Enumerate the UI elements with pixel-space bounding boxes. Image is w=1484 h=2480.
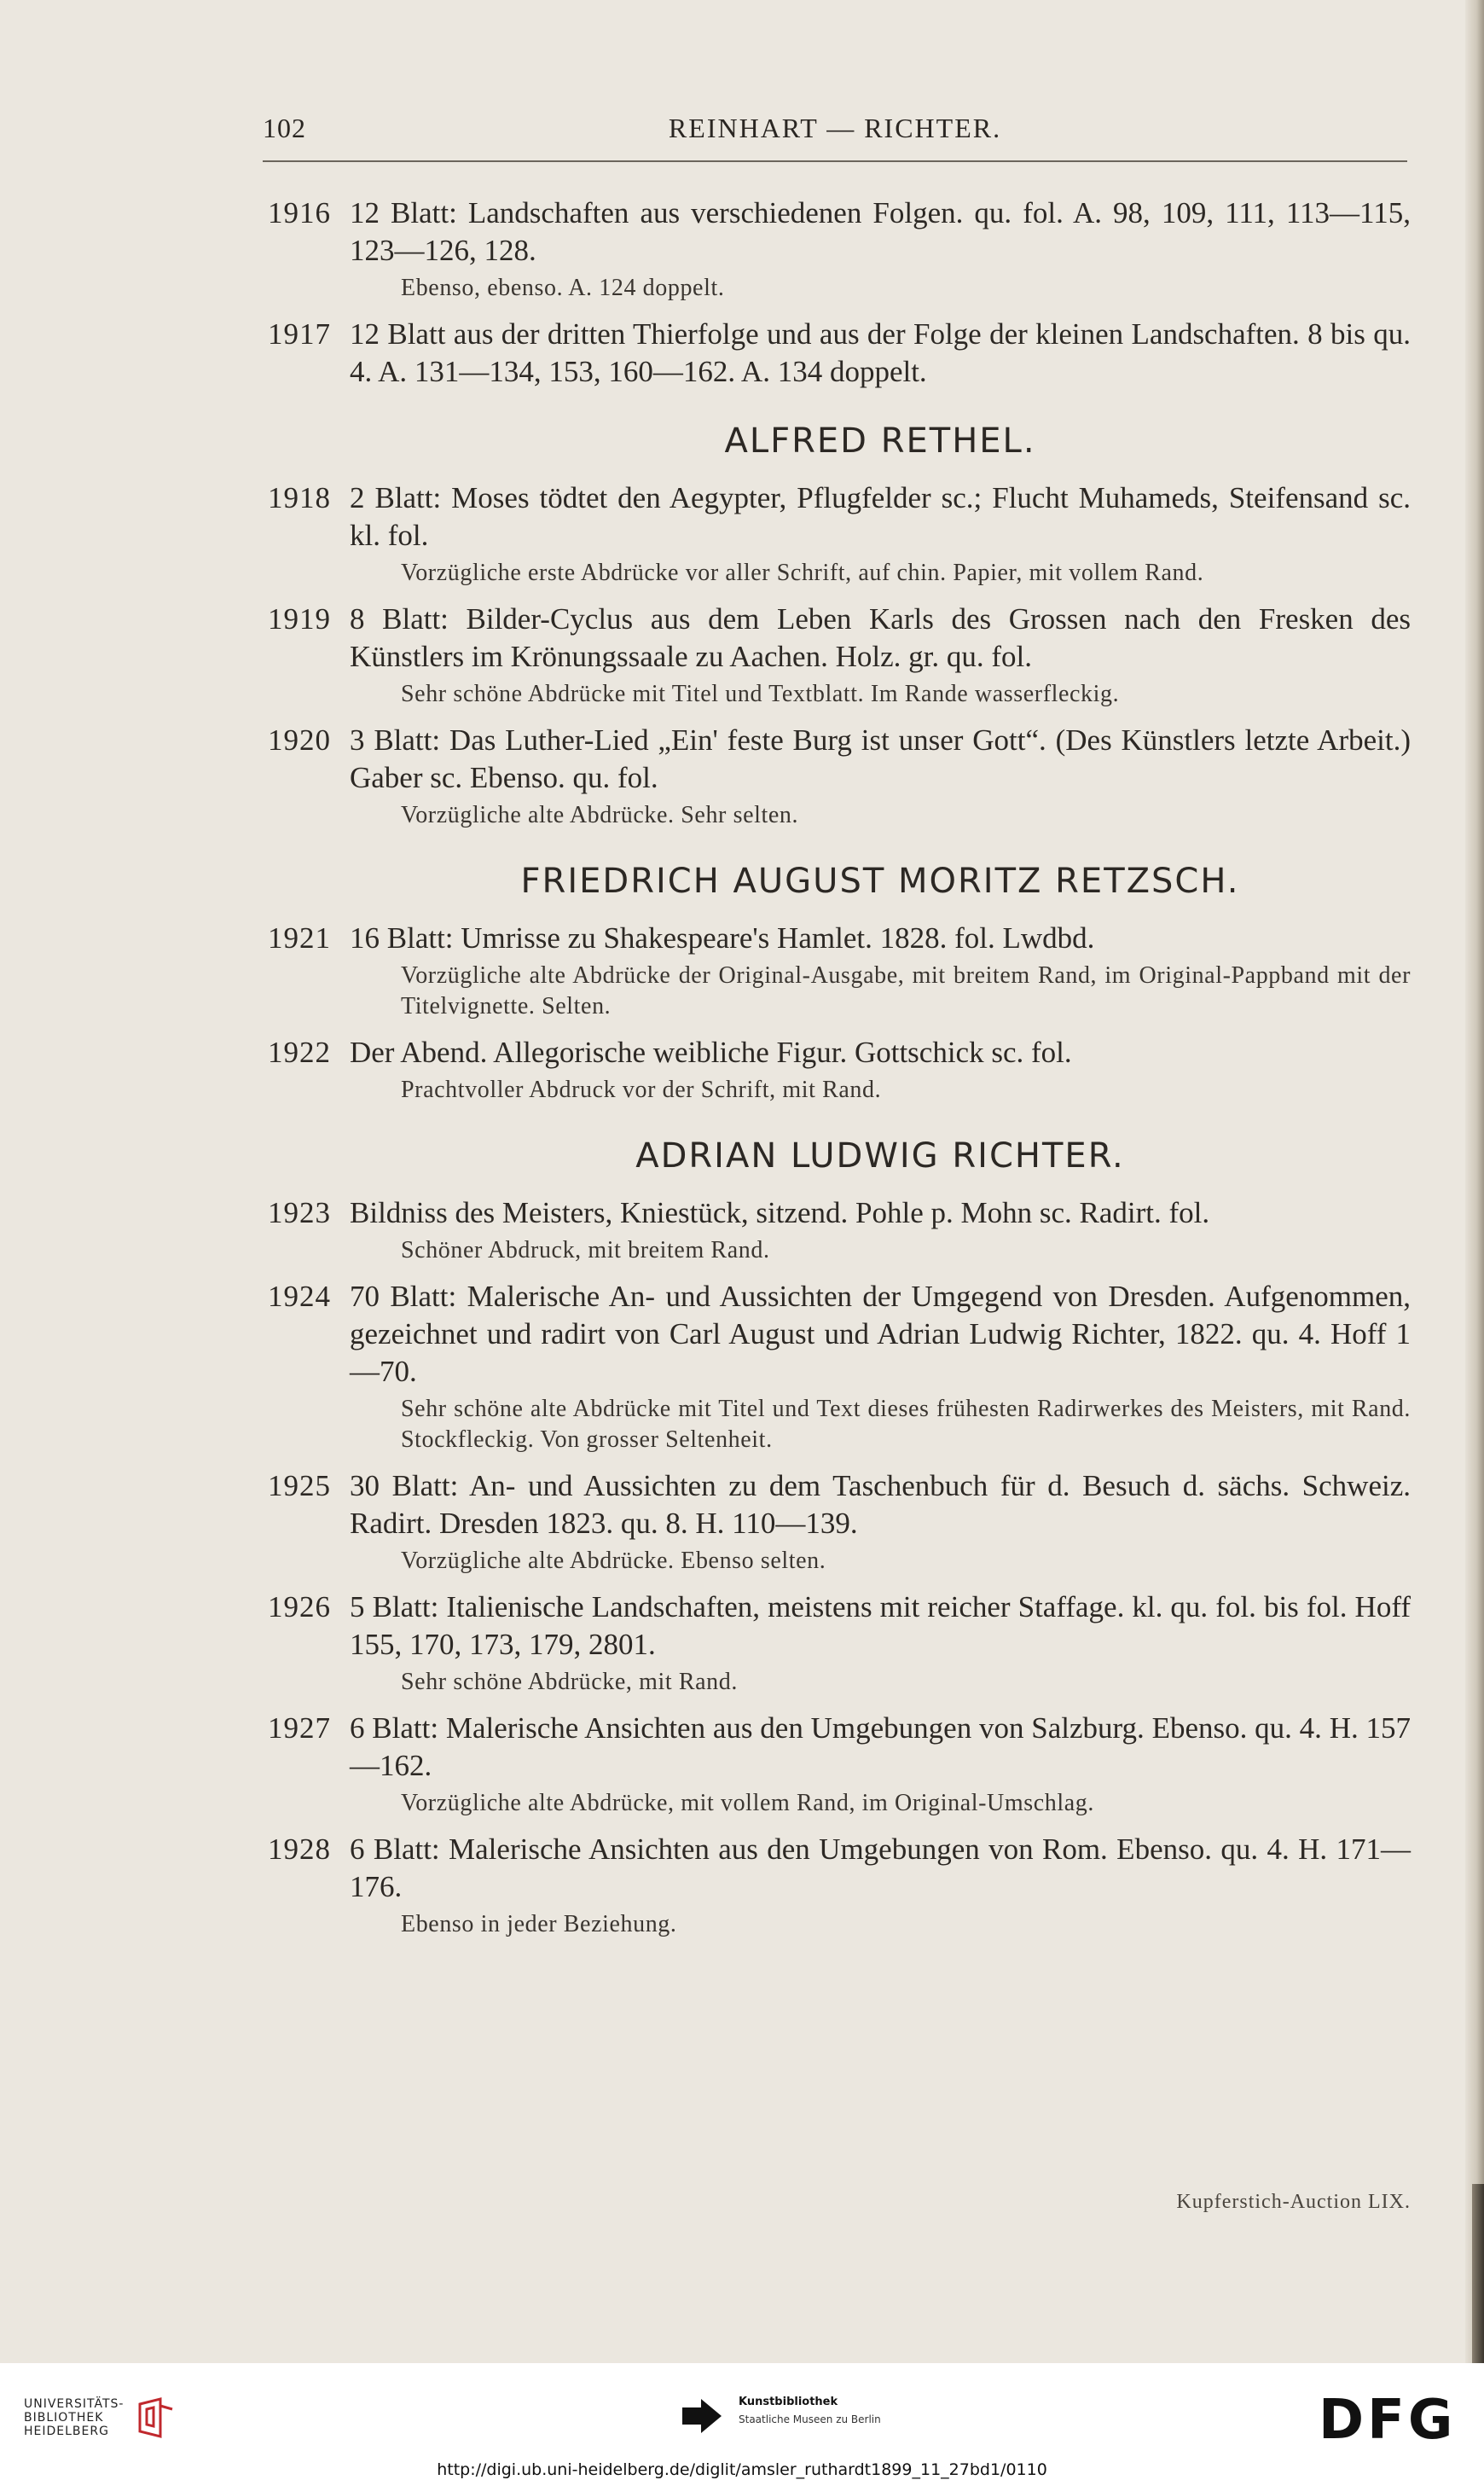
entry-text: 2 Blatt: Moses tödtet den Aegypter, Pflugfelder sc.; Flucht Muhameds, Steifensand sc. kl. fol.	[350, 481, 1411, 552]
entry-description	[268, 1194, 1411, 1232]
page-edge-dark	[1472, 2184, 1484, 2363]
lot-number: 1926	[268, 1590, 331, 1623]
uni-line-1: UNIVERSITÄTS-	[24, 2397, 125, 2411]
page-edge-shadow	[1465, 0, 1484, 2363]
entry-description	[268, 479, 1411, 555]
entry-text: 5 Blatt: Italienische Landschaften, meistens mit reicher Staffage. kl. qu. fol. bis fol. Hoff 155, 170, 173, 179, 2801.	[350, 1590, 1411, 1661]
kunstbibliothek-logo[interactable]	[682, 2396, 904, 2447]
entry-description	[268, 601, 1411, 676]
running-head: REINHART — RICHTER.	[668, 113, 1002, 143]
lot-number: 1917	[268, 317, 331, 351]
condition-note: Sehr schöne Abdrücke mit Titel und Textblatt. Im Rande wasserfleckig.	[401, 681, 1120, 707]
university-library-logo[interactable]	[24, 2397, 186, 2448]
page-header	[263, 113, 1407, 154]
catalog-entry	[268, 1710, 1411, 1819]
kunstbibliothek-title: Kunstbibliothek	[739, 2396, 838, 2408]
uni-line-2: BIBLIOTHEK	[24, 2411, 104, 2425]
artist-heading: ADRIAN LUDWIG RICHTER.	[635, 1136, 1125, 1176]
catalog-entry	[268, 920, 1411, 1022]
condition-note: Schöner Abdruck, mit breitem Rand.	[401, 1237, 770, 1263]
entry-description	[268, 1278, 1411, 1391]
condition-note: Vorzügliche erste Abdrücke vor aller Schrift, auf chin. Papier, mit vollem Rand.	[401, 560, 1204, 586]
lot-number: 1920	[268, 723, 331, 757]
entry-description	[268, 1831, 1411, 1906]
source-url[interactable]: http://digi.ub.uni-heidelberg.de/diglit/amsler_ruthardt1899_11_27bd1/0110	[437, 2460, 1047, 2479]
lot-number: 1919	[268, 602, 331, 636]
entry-text: 6 Blatt: Malerische Ansichten aus den Umgebungen von Rom. Ebenso. qu. 4. H. 171—176.	[350, 1832, 1411, 1903]
header-rule	[263, 160, 1407, 162]
university-emblem-icon	[135, 2397, 177, 2440]
entry-text: Der Abend. Allegorische weibliche Figur. Gottschick sc. fol.	[350, 1036, 1072, 1069]
entry-text: 6 Blatt: Malerische Ansichten aus den Umgebungen von Salzburg. Ebenso. qu. 4. H. 157—162.	[350, 1711, 1411, 1782]
catalog-entry	[268, 1467, 1411, 1577]
dfg-logo[interactable]: DFG	[1319, 2389, 1457, 2452]
condition-note: Vorzügliche alte Abdrücke der Original-Ausgabe, mit breitem Rand, im Original-Pappband mit der Titelvignette. Selten.	[401, 962, 1411, 1019]
entry-description	[268, 1588, 1411, 1664]
condition-note: Ebenso, ebenso. A. 124 doppelt.	[401, 275, 725, 301]
catalog-entry	[268, 195, 1411, 304]
catalog-entry	[268, 601, 1411, 710]
entry-text: 30 Blatt: An- und Aussichten zu dem Taschenbuch für d. Besuch d. sächs. Schweiz. Radirt. Dresden 1823. qu. 8. H. 110—139.	[350, 1469, 1411, 1540]
entry-description	[268, 920, 1411, 957]
lot-number: 1923	[268, 1196, 331, 1229]
condition-note: Sehr schöne Abdrücke, mit Rand.	[401, 1669, 738, 1695]
condition-note: Vorzügliche alte Abdrücke, mit vollem Rand, im Original-Umschlag.	[401, 1790, 1094, 1816]
lot-number: 1928	[268, 1832, 331, 1866]
kunstbibliothek-emblem-icon	[682, 2399, 727, 2438]
condition-note: Prachtvoller Abdruck vor der Schrift, mit Rand.	[401, 1077, 882, 1103]
entry-description	[268, 195, 1411, 270]
catalog-entry	[268, 479, 1411, 589]
entry-description	[268, 722, 1411, 797]
catalog-entry	[268, 1034, 1411, 1106]
lot-number: 1918	[268, 481, 331, 514]
lot-number: 1924	[268, 1280, 331, 1313]
artist-heading: FRIEDRICH AUGUST MORITZ RETZSCH.	[520, 862, 1240, 901]
kunstbibliothek-subtitle: Staatliche Museen zu Berlin	[739, 2413, 881, 2425]
catalog-entry	[268, 722, 1411, 831]
entry-text: 12 Blatt: Landschaften aus verschiedenen Folgen. qu. fol. A. 98, 109, 111, 113—115, 123—126, 128.	[350, 196, 1411, 267]
entry-description	[268, 316, 1411, 391]
catalog-entry	[268, 1278, 1411, 1455]
lot-number: 1927	[268, 1711, 331, 1745]
entry-description	[268, 1710, 1411, 1785]
entry-text: 3 Blatt: Das Luther-Lied „Ein' feste Burg ist unser Gott“. (Des Künstlers letzte Arbeit.) Gaber sc. Ebenso. qu. fol.	[350, 723, 1411, 794]
catalog-entry	[268, 1831, 1411, 1940]
uni-line-3: HEIDELBERG	[24, 2425, 109, 2438]
entry-description	[268, 1034, 1411, 1072]
catalog-content	[268, 195, 1411, 1952]
lot-number: 1925	[268, 1469, 331, 1502]
kunstbibliothek-text	[739, 2396, 881, 2425]
catalog-entry	[268, 316, 1411, 391]
entry-text: Bildniss des Meisters, Kniestück, sitzend. Pohle p. Mohn sc. Radirt. fol.	[350, 1196, 1210, 1229]
catalog-name: Kupferstich-Auction LIX.	[1176, 2191, 1411, 2213]
lot-number: 1921	[268, 921, 331, 955]
digitization-footer	[0, 2363, 1484, 2480]
university-library-name	[24, 2397, 124, 2438]
condition-note: Ebenso in jeder Beziehung.	[401, 1911, 677, 1937]
condition-note: Vorzügliche alte Abdrücke. Ebenso selten.	[401, 1548, 826, 1574]
entry-text: 12 Blatt aus der dritten Thierfolge und aus der Folge der kleinen Landschaften. 8 bis qu. 4. A. 131—134, 153, 160—162. A. 134 doppelt.	[350, 317, 1411, 388]
entry-description	[268, 1467, 1411, 1542]
catalog-entry	[268, 1194, 1411, 1266]
entry-text: 8 Blatt: Bilder-Cyclus aus dem Leben Karls des Grossen nach den Fresken des Künstlers im Krönungssaale zu Aachen. Holz. gr. qu. fol.	[350, 602, 1411, 673]
artist-heading: ALFRED RETHEL.	[724, 421, 1036, 461]
entry-text: 70 Blatt: Malerische An- und Aussichten der Umgegend von Dresden. Aufgenommen, gezeichnet und radirt von Carl August und Adrian Ludwig Richter, 1822. qu. 4. Hoff 1—70.	[350, 1280, 1411, 1388]
condition-note: Vorzügliche alte Abdrücke. Sehr selten.	[401, 802, 799, 828]
entry-text: 16 Blatt: Umrisse zu Shakespeare's Hamlet. 1828. fol. Lwdbd.	[350, 921, 1095, 955]
condition-note: Sehr schöne alte Abdrücke mit Titel und Text dieses frühesten Radirwerkes des Meisters, mit Rand. Stockfleckig. Von grosser Seltenheit.	[401, 1396, 1411, 1453]
catalog-entry	[268, 1588, 1411, 1698]
page-number: 102	[263, 113, 306, 143]
lot-number: 1922	[268, 1036, 331, 1069]
lot-number: 1916	[268, 196, 331, 229]
